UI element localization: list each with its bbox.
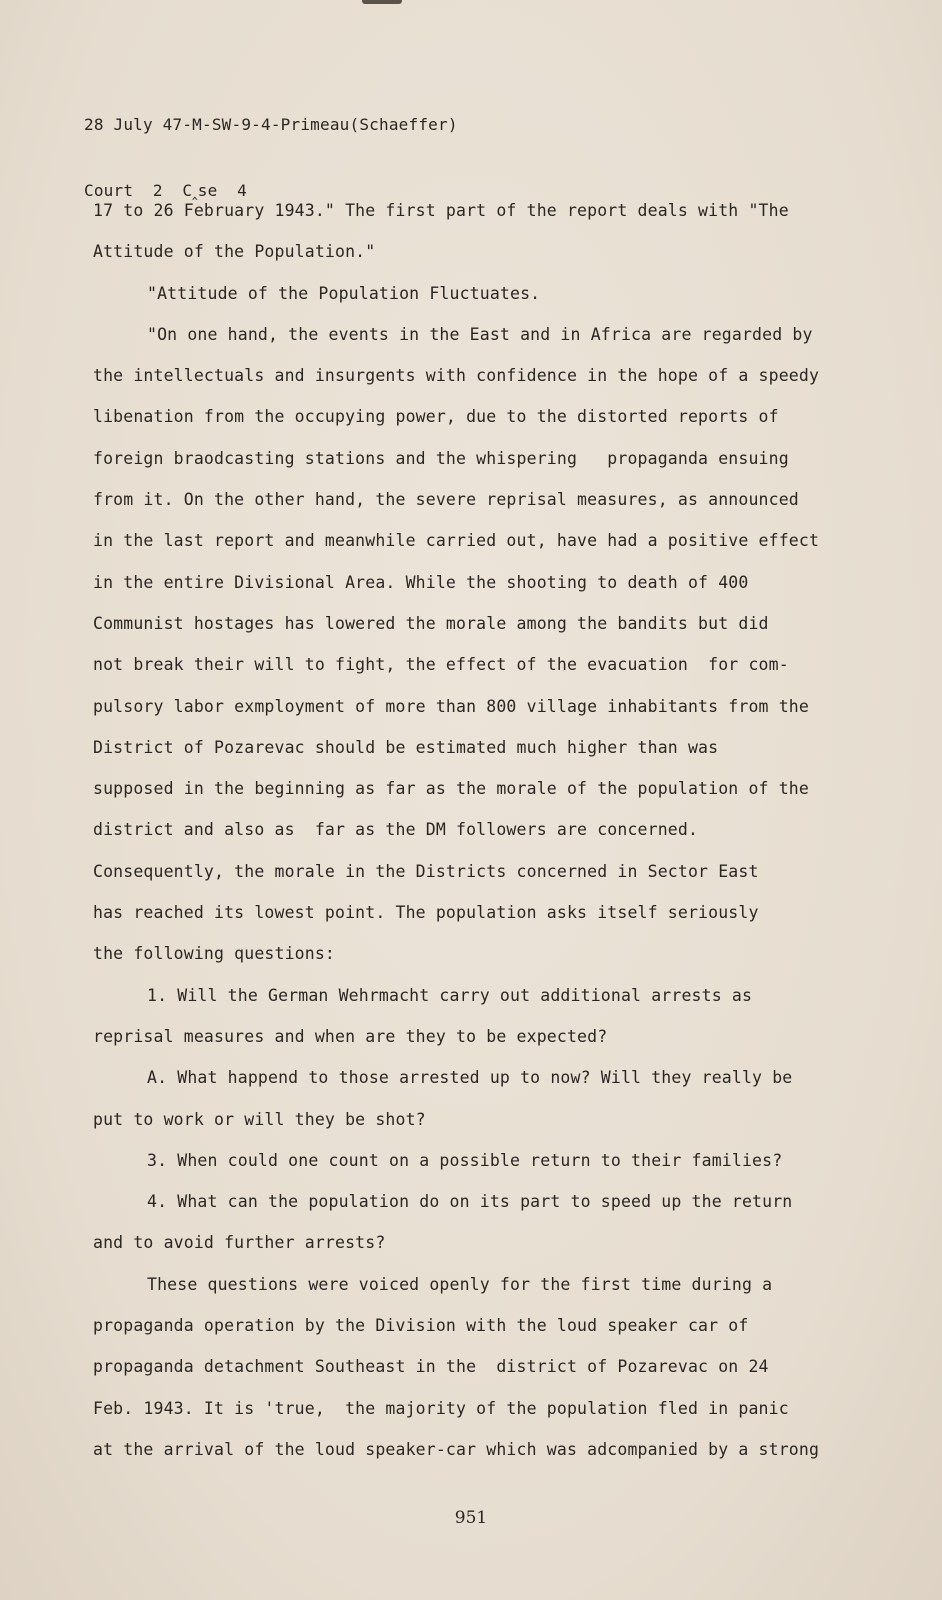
body-line: in the entire Divisional Area. While the shooting to death of 400	[93, 572, 749, 592]
body-line: put to work or will they be shot?	[93, 1109, 426, 1129]
body-line: District of Pozarevac should be estimated much higher than was	[93, 737, 719, 757]
body-line: Feb. 1943. It is 'true, the majority of the population fled in panic	[93, 1398, 789, 1418]
body-line: Consequently, the morale in the Districts concerned in Sector East	[93, 861, 759, 881]
body-line: "Attitude of the Population Fluctuates.	[147, 283, 541, 303]
body-line: pulsory labor exmployment of more than 800 village inhabitants from the	[93, 696, 809, 716]
body-line: Attitude of the Population."	[93, 242, 376, 262]
body-line: foreign braodcasting stations and the whispering propaganda ensuing	[93, 448, 789, 468]
page-number: 951	[454, 1508, 488, 1528]
body-line: 4. What can the population do on its part to speed up the return	[147, 1192, 793, 1212]
body-line: not break their will to fight, the effect of the evacuation for com-	[93, 655, 789, 675]
body-line: These questions were voiced openly for the first time during a	[147, 1274, 773, 1294]
body-line: in the last report and meanwhile carried out, have had a positive effect	[93, 531, 820, 551]
page-clip-mark	[362, 0, 402, 4]
body-line: supposed in the beginning as far as the morale of the population of the	[93, 779, 809, 799]
header-line-date-case: 28 July 47-M-SW-9-4-Primeau(Schaeffer)	[84, 115, 458, 134]
body-line: libenation from the occupying power, due to the distorted reports of	[93, 407, 779, 427]
body-line: 3. When could one count on a possible return to their families?	[147, 1150, 783, 1170]
document-body	[93, 190, 853, 1470]
body-line: Communist hostages has lowered the morale among the bandits but did	[93, 613, 769, 633]
header-line-court: Court 2 C‸se 4	[84, 181, 247, 200]
body-line: A. What happend to those arrested up to now? Will they really be	[147, 1068, 793, 1088]
body-line: 17 to 26 February 1943." The first part of the report deals with "The	[93, 201, 789, 220]
body-line: at the arrival of the loud speaker-car which was adcompanied by a strong	[93, 1439, 820, 1459]
body-line: propaganda detachment Southeast in the district of Pozarevac on 24	[93, 1357, 769, 1377]
body-line: and to avoid further arrests?	[93, 1233, 386, 1253]
body-line: propaganda operation by the Division with the loud speaker car of	[93, 1316, 749, 1336]
body-line: district and also as far as the DM followers are concerned.	[93, 820, 699, 840]
body-line: has reached its lowest point. The population asks itself seriously	[93, 903, 759, 923]
body-line: from it. On the other hand, the severe reprisal measures, as announced	[93, 490, 799, 510]
body-line: the following questions:	[93, 944, 336, 964]
body-line: reprisal measures and when are they to be expected?	[93, 1026, 608, 1046]
body-line: the intellectuals and insurgents with confidence in the hope of a speedy	[93, 366, 820, 386]
body-line: "On one hand, the events in the East and in Africa are regarded by	[147, 324, 813, 344]
body-line: 1. Will the German Wehrmacht carry out additional arrests as	[147, 985, 753, 1005]
